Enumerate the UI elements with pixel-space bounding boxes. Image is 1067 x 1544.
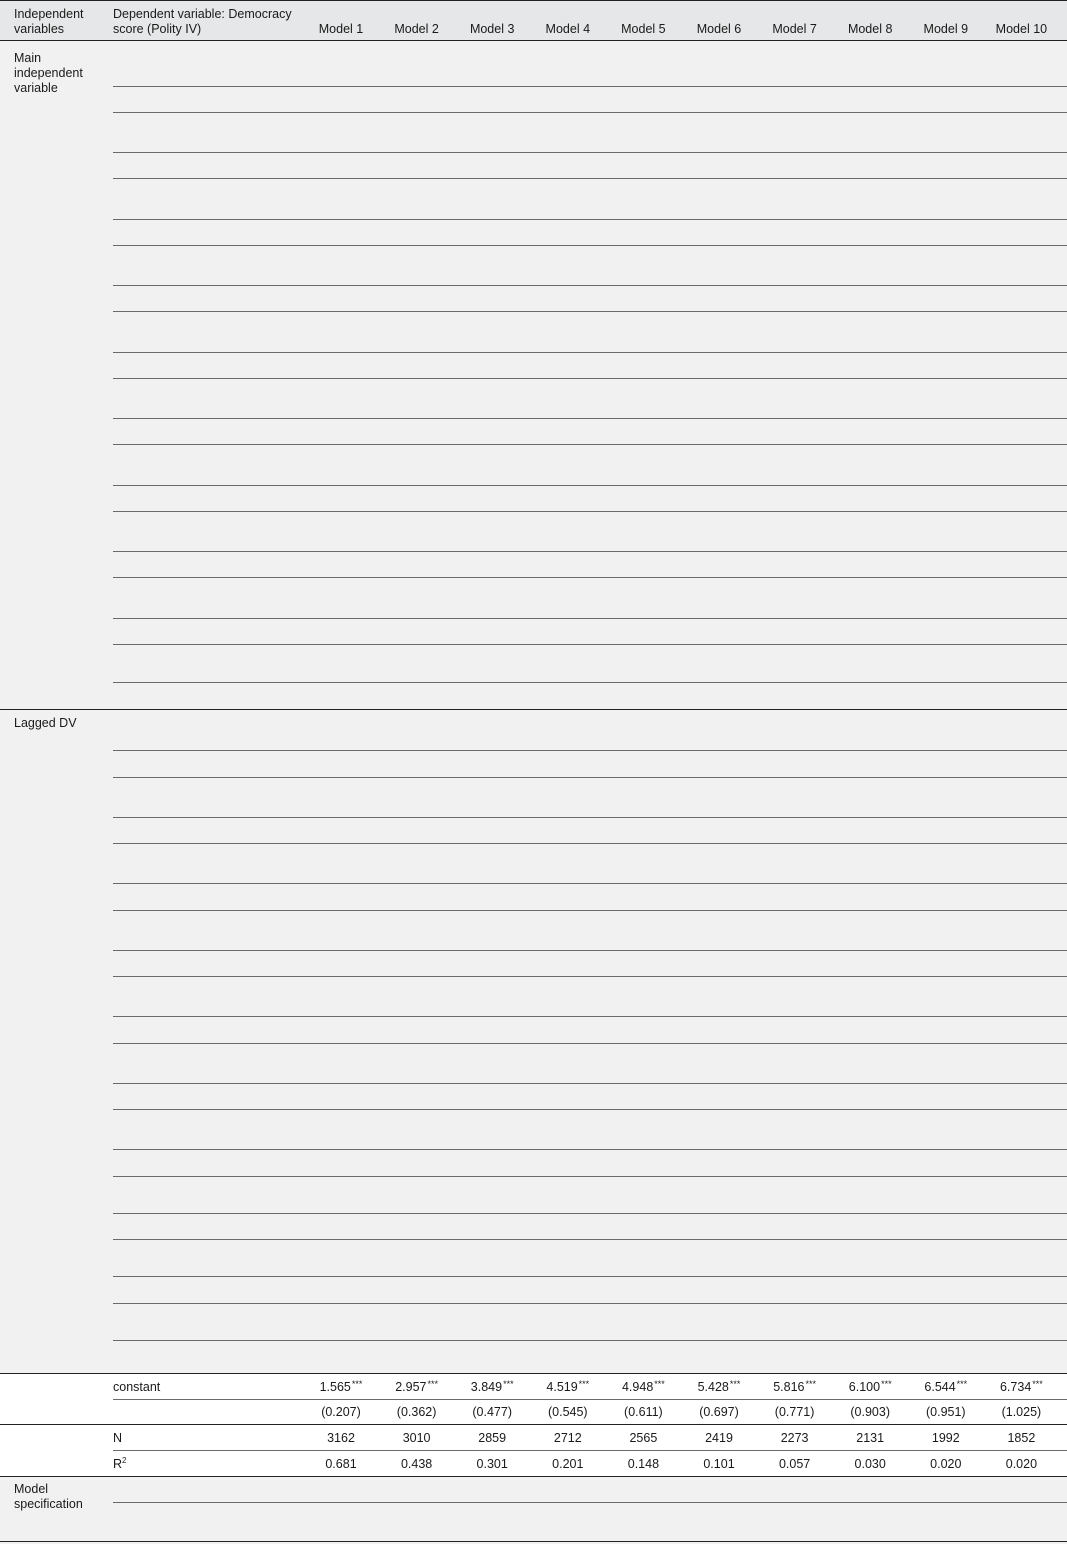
- n-label: N: [113, 1431, 123, 1445]
- row-rule: [113, 1213, 1067, 1214]
- row-rule: [113, 152, 1067, 153]
- cell-value: 2131: [856, 1431, 885, 1445]
- cell-value: 2273: [780, 1431, 809, 1445]
- cell-value: 0.148: [627, 1457, 660, 1471]
- model-header: Model 7: [772, 22, 817, 36]
- n-cell: [379, 1431, 455, 1446]
- constant-label: constant: [113, 1380, 161, 1394]
- model-header: Model 3: [469, 22, 515, 36]
- group-label-line: Main: [14, 51, 42, 65]
- significance-stars: ***: [1032, 1379, 1043, 1389]
- cell-value: 0.101: [703, 1457, 735, 1471]
- n-cell: [605, 1431, 681, 1446]
- section-rule: [0, 1424, 1067, 1425]
- n-cell: [832, 1431, 908, 1446]
- section-rule: [0, 1476, 1067, 1477]
- row-rule: [113, 976, 1067, 977]
- constant-coef-cell: [908, 1380, 984, 1396]
- model-header: Model 6: [696, 22, 742, 36]
- cell-value: 2419: [705, 1431, 733, 1445]
- n-cell: [454, 1431, 530, 1446]
- cell-value: 2565: [629, 1431, 658, 1445]
- cell-value: 5.428: [697, 1380, 729, 1394]
- cell-value: (0.362): [396, 1405, 437, 1419]
- constant-se-cell: [530, 1405, 606, 1420]
- cell-value: 6.734: [999, 1380, 1032, 1394]
- constant-coef-cell: [681, 1380, 757, 1396]
- r2-text: R: [113, 1457, 123, 1471]
- row-rule: [113, 843, 1067, 844]
- cell-value: (0.771): [774, 1405, 815, 1419]
- significance-stars: ***: [805, 1379, 816, 1389]
- constant-se-cell: [832, 1405, 908, 1420]
- significance-stars: ***: [654, 1379, 665, 1389]
- section-rule: [0, 709, 1067, 710]
- cell-value: 0.201: [552, 1457, 584, 1471]
- row-rule: [113, 86, 1067, 87]
- cell-value: 2712: [553, 1431, 582, 1445]
- model-header: Model 4: [545, 22, 591, 36]
- r2-cell: [454, 1457, 530, 1472]
- row-rule: [113, 245, 1067, 246]
- top-rule: [0, 0, 1067, 1]
- significance-stars: ***: [351, 1379, 363, 1389]
- constant-se-cell: [908, 1405, 984, 1420]
- group-model-specification: [14, 1482, 106, 1512]
- cell-value: (1.025): [1001, 1405, 1042, 1419]
- r2-cell: [303, 1457, 379, 1472]
- cell-value: 2.957: [395, 1380, 427, 1394]
- cell-value: 1.565: [319, 1380, 351, 1394]
- row-rule: [113, 1083, 1067, 1084]
- model-header: Model 10: [995, 22, 1048, 36]
- r2-cell: [757, 1457, 833, 1472]
- r2-superscript: 2: [122, 1455, 127, 1465]
- cell-value: 5.816: [773, 1380, 805, 1394]
- r2-cell: [908, 1457, 984, 1472]
- n-cell: [757, 1431, 833, 1446]
- significance-stars: ***: [427, 1379, 438, 1389]
- row-rule: [113, 910, 1067, 911]
- row-rule: [113, 551, 1067, 552]
- cell-value: 0.438: [400, 1457, 433, 1471]
- group-background: [0, 1476, 1067, 1544]
- group-label-line: independent: [14, 66, 83, 80]
- group-lagged-dv: [14, 716, 106, 731]
- n-cell: [983, 1431, 1059, 1446]
- cell-value: 3162: [327, 1431, 355, 1445]
- row-rule: [113, 285, 1067, 286]
- row-rule: [113, 378, 1067, 379]
- model-header: Model 2: [394, 22, 439, 36]
- row-rule: [113, 418, 1067, 419]
- section-rule: [0, 1373, 1067, 1374]
- cell-value: (0.697): [699, 1405, 739, 1419]
- cell-value: 0.057: [778, 1457, 811, 1471]
- row-rule: [113, 1399, 1067, 1400]
- constant-se-cell: [983, 1405, 1059, 1420]
- header-dependent-variable: Dependent variable: Democracy score (Polity IV): [113, 7, 292, 36]
- group-label-line: specification: [14, 1497, 83, 1511]
- row-rule: [113, 644, 1067, 645]
- r2-cell: [832, 1457, 908, 1472]
- significance-stars: ***: [503, 1379, 514, 1389]
- cell-value: 4.948: [621, 1380, 654, 1394]
- significance-stars: ***: [578, 1379, 590, 1389]
- cell-value: 6.100: [848, 1380, 881, 1394]
- cell-value: 1992: [931, 1431, 960, 1445]
- constant-se-cell: [303, 1405, 379, 1420]
- constant-coef-cell: [379, 1380, 455, 1396]
- significance-stars: ***: [881, 1379, 892, 1389]
- cell-value: 6.544: [924, 1380, 956, 1394]
- row-rule: [113, 1303, 1067, 1304]
- r2-cell: [983, 1457, 1059, 1472]
- constant-coef-cell: [983, 1380, 1059, 1396]
- n-cell: [303, 1431, 379, 1446]
- row-rule: [113, 1016, 1067, 1017]
- group-main-independent-variable: [14, 51, 106, 96]
- row-rule: [113, 112, 1067, 113]
- row-rule: [113, 950, 1067, 951]
- header-rule: [0, 40, 1067, 41]
- row-rule: [113, 1149, 1067, 1150]
- cell-value: (0.545): [547, 1405, 588, 1419]
- model-header: Model 1: [318, 22, 364, 36]
- model-header: Model 9: [923, 22, 969, 36]
- constant-se-cell: [757, 1405, 833, 1420]
- cell-value: 0.301: [476, 1457, 508, 1471]
- row-rule: [113, 577, 1067, 578]
- row-rule: [113, 311, 1067, 312]
- constant-coef-cell: [757, 1380, 833, 1396]
- cell-value: (0.611): [624, 1405, 663, 1419]
- constant-se-cell: [379, 1405, 455, 1420]
- cell-value: 0.030: [854, 1457, 886, 1471]
- row-rule: [113, 750, 1067, 751]
- constant-coef-cell: [454, 1380, 530, 1396]
- n-cell: [530, 1431, 606, 1446]
- constant-coef-cell: [832, 1380, 908, 1396]
- constant-se-cell: [454, 1405, 530, 1420]
- header-independent-variables: Independent variables: [14, 7, 84, 36]
- group-label-line: variable: [14, 81, 58, 95]
- row-rule: [113, 1176, 1067, 1177]
- row-rule: [113, 817, 1067, 818]
- cell-value: (0.903): [850, 1405, 890, 1419]
- cell-value: 3.849: [470, 1380, 503, 1394]
- cell-value: 0.681: [325, 1457, 357, 1471]
- row-rule: [113, 1340, 1067, 1341]
- constant-se-cell: [605, 1405, 681, 1420]
- r2-cell: [530, 1457, 606, 1472]
- cell-value: 3010: [402, 1431, 431, 1445]
- cell-value: 1852: [1007, 1431, 1036, 1445]
- row-rule: [113, 485, 1067, 486]
- group-label-line: Lagged DV: [14, 716, 77, 730]
- constant-coef-cell: [605, 1380, 681, 1396]
- row-rule: [113, 1450, 1067, 1451]
- n-cell: [908, 1431, 984, 1446]
- row-rule: [113, 444, 1067, 445]
- r2-cell: [605, 1457, 681, 1472]
- cell-value: (0.207): [321, 1405, 361, 1419]
- row-rule: [113, 352, 1067, 353]
- row-rule: [113, 1502, 1067, 1503]
- row-rule: [113, 777, 1067, 778]
- row-rule: [113, 682, 1067, 683]
- row-rule: [113, 1276, 1067, 1277]
- r2-cell: [681, 1457, 757, 1472]
- significance-stars: ***: [956, 1379, 968, 1389]
- r2-label: [113, 1457, 313, 1472]
- cell-value: (0.951): [925, 1405, 966, 1419]
- group-label-line: Model: [14, 1482, 49, 1496]
- model-header: Model 8: [847, 22, 893, 36]
- row-rule: [113, 1043, 1067, 1044]
- constant-se-cell: [681, 1405, 757, 1420]
- group-background: [0, 41, 1067, 1373]
- row-rule: [113, 618, 1067, 619]
- cell-value: 4.519: [546, 1380, 578, 1394]
- row-rule: [113, 178, 1067, 179]
- cell-value: 2859: [478, 1431, 507, 1445]
- bottom-rule: [0, 1541, 1067, 1542]
- cell-value: (0.477): [472, 1405, 512, 1419]
- constant-coef-cell: [530, 1380, 606, 1396]
- row-rule: [113, 219, 1067, 220]
- row-rule: [113, 883, 1067, 884]
- significance-stars: ***: [729, 1379, 741, 1389]
- cell-value: 0.020: [930, 1457, 962, 1471]
- r2-cell: [379, 1457, 455, 1472]
- model-header: Model 5: [621, 22, 666, 36]
- cell-value: 0.020: [1005, 1457, 1038, 1471]
- n-cell: [681, 1431, 757, 1446]
- row-rule: [113, 511, 1067, 512]
- constant-coef-cell: [303, 1380, 379, 1396]
- row-rule: [113, 1109, 1067, 1110]
- row-rule: [113, 1239, 1067, 1240]
